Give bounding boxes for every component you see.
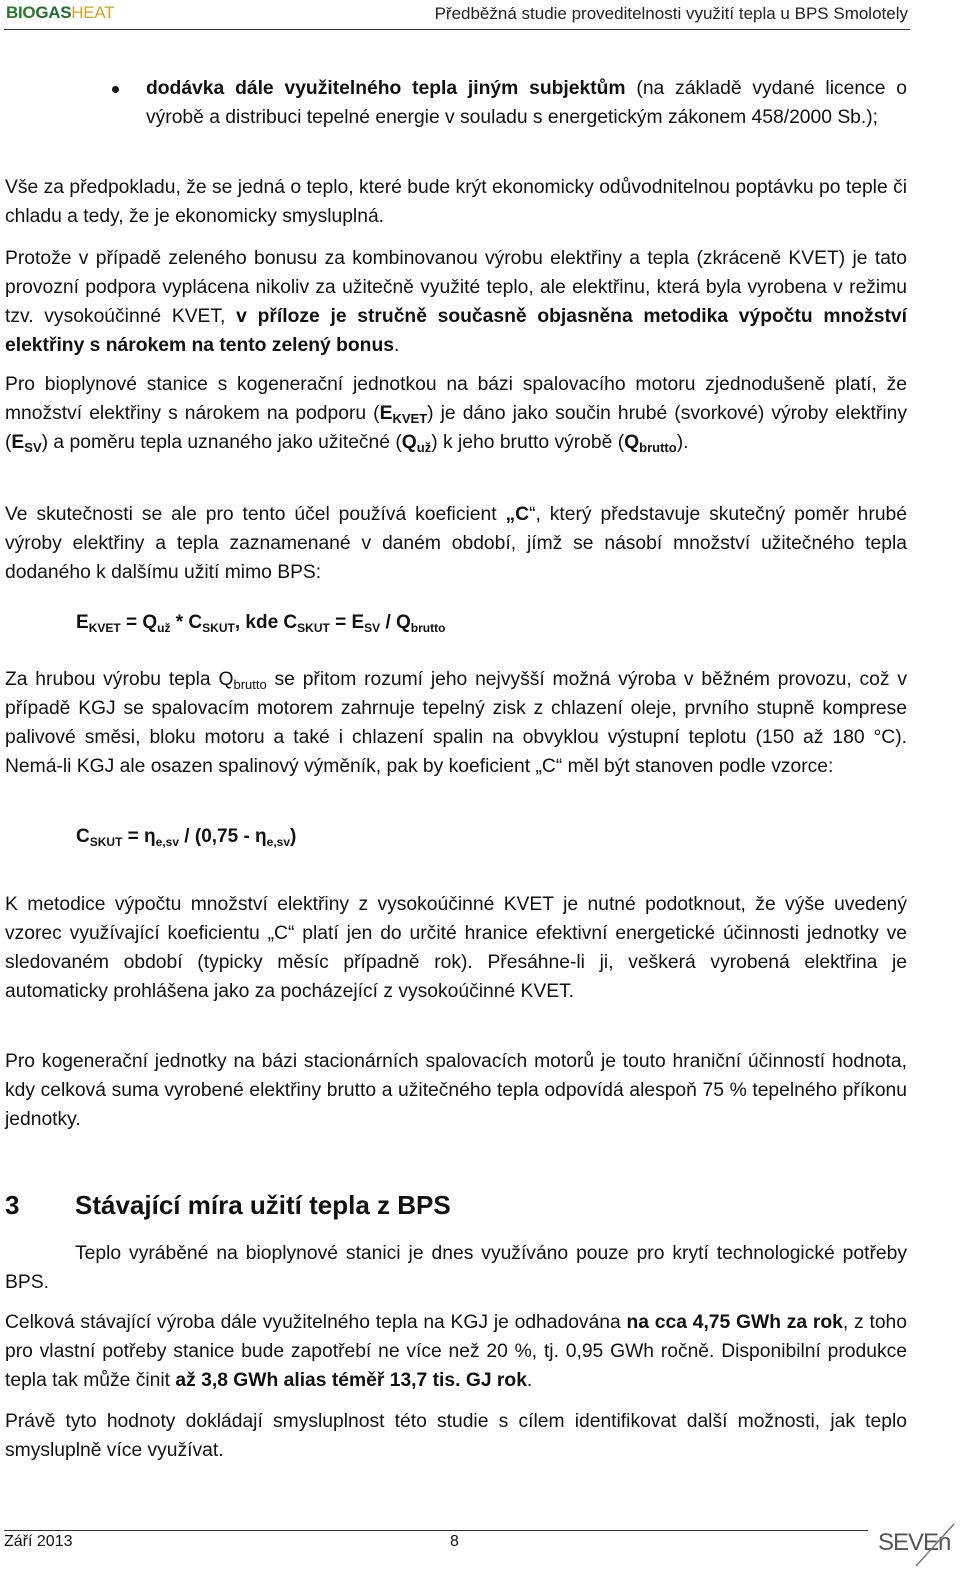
- formula-ekvet: [76, 612, 445, 634]
- p3-symbol-qb: Q: [624, 432, 640, 453]
- p9-text-a: Celková stávající výroba dále využitelného tepla na KGJ je odhadována: [5, 1312, 627, 1333]
- f1-div-q: / Q: [380, 612, 411, 633]
- bullet-rest: (na základě vydané licence o výrobě a distribuci tepelné energie v souladu s energetickým zákonem 458/2000 Sb.);: [146, 78, 907, 128]
- logo-part-o: O: [22, 3, 36, 22]
- paragraph-10: [5, 1407, 907, 1465]
- p5-text-b: se přitom rozumí jeho nejvyšší možná výroba v běžném provozu, což v případě KGJ se spalovacím motorem zahrnuje tepelný zisk z chlazení oleje, prvního stupně komprese palivové směsi, bloku motoru a také i chlazení spalin na obvyklou výstupní teplotu (150 až 180 °C). Nemá-li KGJ ale osazen spalinový výměník, pak by koeficient „C“ měl být stanoven podle vzorce:: [5, 669, 907, 777]
- header-divider: [4, 29, 910, 30]
- biogasheat-logo: [6, 3, 114, 23]
- f2-sub-esv: e,sv: [155, 835, 180, 849]
- p3-text-a: Pro bioplynové stanice s kogenerační jednotkou na bázi spalovacího motoru zjednodušeně platí, že množství elektřiny s nárokem na podporu (: [5, 374, 907, 424]
- p2-text-bold: v příloze je stručně současně objasněna metodika výpočtu množství elektřiny s nárokem na tento zelený bonus: [5, 306, 907, 356]
- section-title: Stávající míra užití tepla z BPS: [75, 1190, 451, 1220]
- p3-sub-brutto: brutto: [639, 440, 677, 455]
- formula-cskut: [76, 826, 296, 848]
- f2-end: ): [290, 826, 297, 847]
- p3-symbol-q: Q: [401, 432, 417, 453]
- paragraph-2: [5, 244, 907, 360]
- document-title: Předběžná studie proveditelnosti využití tepla u BPS Smolotely: [434, 4, 908, 23]
- p3-sub-sv: SV: [24, 440, 42, 455]
- bullet-text: [146, 74, 907, 132]
- p3-symbol-e: E: [379, 403, 393, 424]
- logo-part-heat: HEAT: [71, 3, 115, 22]
- paragraph-6: [5, 890, 907, 1006]
- logo-part-bi: BI: [6, 3, 23, 22]
- paragraph-7-text: Pro kogenerační jednotky na bázi stacionárních spalovacích motorů je touto hraniční účinností hodnota, kdy celková suma vyrobené elektřiny brutto a užitečného tepla odpovídá alespoň 75 % tepelného příkonu jednotky.: [5, 1051, 907, 1130]
- paragraph-1-text: Vše za předpokladu, že se jedná o teplo, které bude krýt ekonomicky odůvodnitelnou poptávku po teple či chladu a tedy, že je ekonomicky smysluplná.: [5, 177, 907, 227]
- paragraph-3: [5, 370, 907, 457]
- logo-part-gas: GAS: [35, 3, 72, 22]
- paragraph-7: [5, 1047, 907, 1134]
- p3-text-c: ) a poměru tepla uznaného jako užitečné (: [41, 432, 402, 453]
- f2-eq-eta: = η: [122, 826, 156, 847]
- bullet-dot: [112, 86, 119, 93]
- footer-date: Září 2013: [4, 1533, 73, 1550]
- f1-sub-brutto: brutto: [410, 621, 446, 635]
- p5-sub-brutto: brutto: [233, 677, 267, 692]
- p4-text-a: Ve skutečnosti se ale pro tento účel používá koeficient: [5, 504, 506, 525]
- p9-bold-d: až 3,8 GWh alias téměř 13,7 tis. GJ rok: [175, 1370, 527, 1391]
- f1-sub-skut-2: SKUT: [297, 621, 330, 635]
- paragraph-8: [5, 1239, 907, 1297]
- seven-logo: [876, 1522, 956, 1568]
- f2-c: C: [76, 826, 90, 847]
- footer-divider: [4, 1530, 868, 1531]
- bullet-bold: dodávka dále využitelného tepla jiným subjektům: [146, 78, 626, 99]
- paragraph-4: [5, 500, 907, 587]
- paragraph-5: [5, 665, 907, 781]
- p2-text-end: .: [393, 335, 400, 356]
- p3-text-f: ).: [676, 432, 689, 453]
- f1-mul-c: * C: [170, 612, 203, 633]
- f1-sub-skut: SKUT: [202, 621, 235, 635]
- p4-coef-c: „C: [505, 504, 530, 525]
- p9-text-c: , z toho pro vlastní potřeby stanice bude zapotřebí ne více než 20 %, tj. 0,95 GWh ročně. Disponibilní produkce tepla tak může činit: [5, 1312, 907, 1391]
- f1-e: E: [76, 612, 89, 633]
- f1-eq-q: = Q: [120, 612, 158, 633]
- paragraph-9: [5, 1308, 907, 1395]
- p9-text-e: .: [526, 1370, 533, 1391]
- f1-sub-kvet: KVET: [88, 621, 121, 635]
- p5-text-a: Za hrubou výrobu tepla Q: [5, 669, 234, 690]
- page-header: [0, 0, 960, 28]
- paragraph-6-text: K metodice výpočtu množství elektřiny z vysokoúčinné KVET je nutné podotknout, že výše uvedený vzorec využívající koeficientu „C“ platí jen do určité hranice efektivní energetické účinnosti jednotky ve sledovaném období (typicky měsíc případně rok). Přesáhne-li ji, veškerá vyrobená elektřina je automaticky prohlášena jako za pocházející z vysokoúčinné KVET.: [5, 894, 907, 1002]
- p9-bold-b: na cca 4,75 GWh za rok: [626, 1312, 843, 1333]
- paragraph-8-text: Teplo vyráběné na bioplynové stanici je dnes využíváno pouze pro krytí technologické potřeby BPS.: [5, 1243, 907, 1293]
- f2-sub-skut: SKUT: [89, 835, 123, 849]
- page-number: 8: [450, 1533, 459, 1550]
- f1-kde-c: , kde C: [234, 612, 298, 633]
- p3-sub-kvet: KVET: [392, 411, 428, 426]
- f1-eq-e: = E: [329, 612, 365, 633]
- section-number: 3: [5, 1190, 20, 1220]
- p2-text-a: Protože v případě zeleného bonusu za kombinovanou výrobu elektřiny a tepla (zkráceně KVET) je tato provozní podpora vyplácena nikoliv za užitečně využité teplo, ale elektřinu, která byla vyrobena v režimu tzv. vysokoúčinné KVET,: [5, 248, 907, 327]
- f2-sub-esv-2: e,sv: [266, 835, 291, 849]
- section-heading: [5, 1190, 451, 1221]
- paragraph-1: [5, 173, 907, 231]
- p3-symbol-esv: E: [11, 432, 25, 453]
- p3-text-b: ) je dáno jako součin hrubé (svorkové) výroby elektřiny (: [5, 403, 907, 453]
- f1-sub-uz: už: [157, 621, 171, 635]
- f1-sub-sv: SV: [364, 621, 381, 635]
- f2-mid: / (0,75 - η: [179, 826, 267, 847]
- p4-text-c: “, který představuje skutečný poměr hrubé výroby elektřiny a tepla zaznamenané v daném období, jímž se násobí množství užitečného tepla dodaného k dalšímu užití mimo BPS:: [5, 504, 907, 583]
- paragraph-10-text: Právě tyto hodnoty dokládají smysluplnost této studie s cílem identifikovat další možnosti, jak teplo smysluplně více využívat.: [5, 1411, 907, 1461]
- p3-text-d: ) k jeho brutto výrobě (: [431, 432, 625, 453]
- p3-sub-uz: už: [416, 440, 432, 455]
- seven-logo-text: SEVEn: [878, 1529, 951, 1556]
